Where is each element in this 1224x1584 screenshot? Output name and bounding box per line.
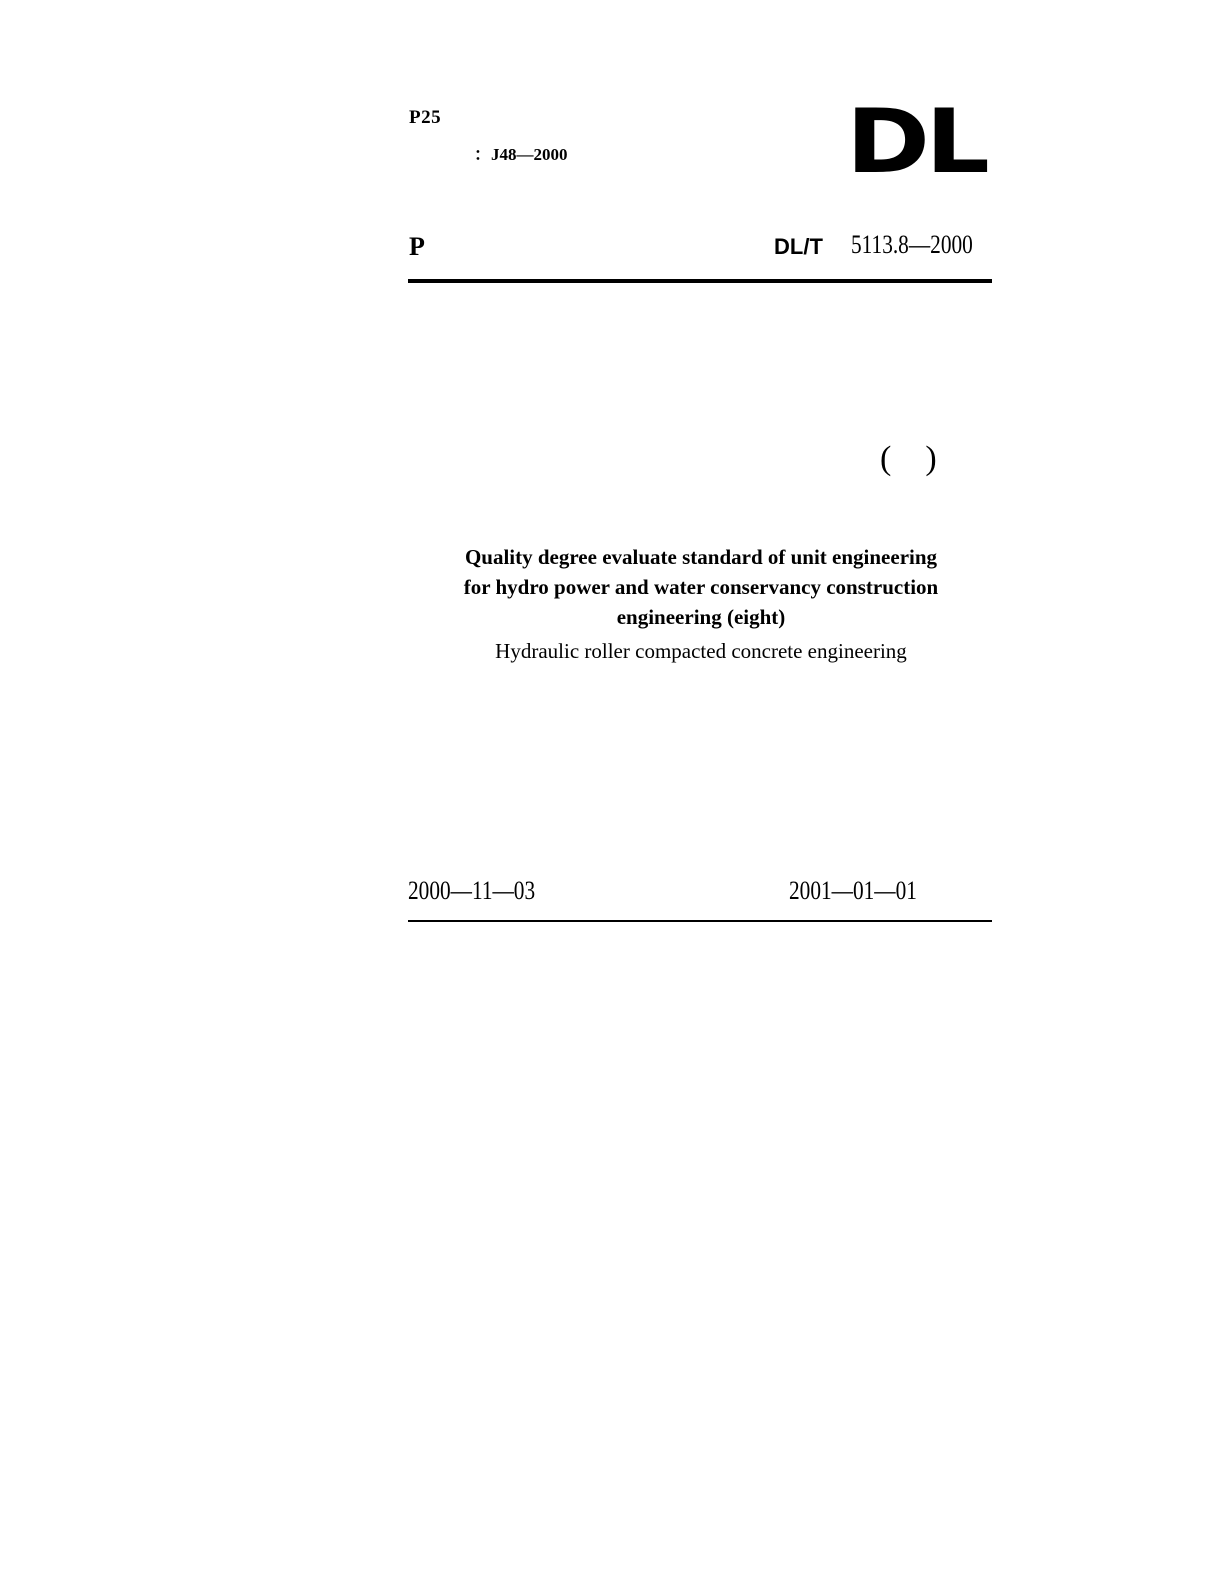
document-title [408, 542, 994, 666]
standard-number: 5113.8—2000 [851, 230, 973, 259]
top-rule-divider [408, 279, 992, 283]
issue-date: 2000—11—03 [408, 876, 536, 905]
title-line-1: Quality degree evaluate standard of unit engineering [464, 545, 938, 569]
title-line-3: engineering (eight) [616, 605, 786, 629]
category-mark: P [409, 232, 425, 261]
bottom-rule-divider [408, 920, 992, 922]
implementation-date: 2001—01—01 [789, 876, 917, 905]
ics-code: P25 [409, 107, 442, 128]
record-number: ：J48—2000 [474, 145, 568, 164]
document-subtitle: Hydraulic roller compacted concrete engineering [495, 639, 907, 663]
standard-code: DL/T [774, 234, 823, 259]
dl-logo: DL [846, 90, 986, 193]
placeholder-parentheses: ( ) [880, 440, 937, 477]
title-line-2: for hydro power and water conservancy construction [463, 575, 939, 599]
